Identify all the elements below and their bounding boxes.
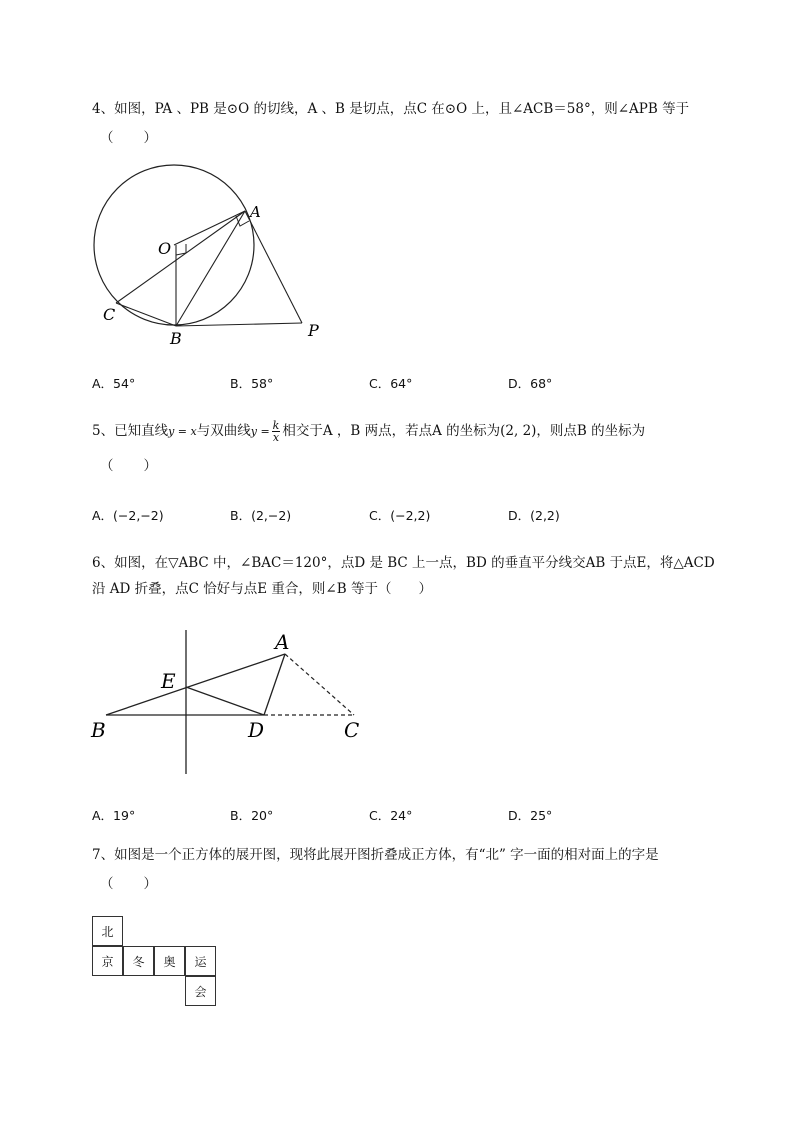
question-5-option-a[interactable]: A．(−2,−2) <box>92 508 164 523</box>
label-a: A <box>250 203 261 221</box>
question-6-figure <box>88 625 378 780</box>
cube-cell-top: 北 <box>92 916 123 946</box>
question-7-text: 7、如图是一个正方体的展开图，现将此展开图折叠成正方体，有“北” 字一面的相对面上的字是 <box>92 847 659 863</box>
question-5-option-c[interactable]: C．(−2,2) <box>369 508 431 523</box>
q5-text-b: 与双曲线 <box>196 423 251 439</box>
question-6-option-a[interactable]: A．19° <box>92 808 136 823</box>
q5-line-eq: y = x <box>168 425 197 438</box>
question-6-line-1: 6、如图，在▽ABC 中，∠BAC＝120°，点D 是 BC 上一点，BD 的垂直平分线交AB 于点E，将△ACD <box>92 555 715 571</box>
question-6-option-b[interactable]: B．20° <box>230 808 274 823</box>
line-ap <box>245 211 302 323</box>
line-bp <box>176 323 302 326</box>
question-4-figure <box>86 160 346 350</box>
line-ba <box>106 654 285 715</box>
question-4-option-b[interactable]: B．58° <box>230 376 274 391</box>
question-4-option-c[interactable]: C．64° <box>369 376 413 391</box>
line-ed <box>186 687 264 715</box>
right-angle-o <box>176 244 186 255</box>
line-ca <box>116 211 245 303</box>
label-o: O <box>158 239 172 258</box>
q5-hyper-y: y = <box>250 425 270 438</box>
label-c: C <box>103 305 116 324</box>
question-5-text <box>92 420 645 443</box>
line-ab <box>176 211 245 326</box>
question-5-option-b[interactable]: B．(2,−2) <box>230 508 292 523</box>
q5-fraction-den: x <box>272 431 280 444</box>
question-7-paren: （ ） <box>100 876 158 892</box>
question-4-paren: （ ） <box>100 130 158 146</box>
question-5-option-d[interactable]: D．(2,2) <box>508 508 560 523</box>
question-4-text: 4、如图，PA 、PB 是⊙O 的切线，A 、B 是切点，点C 在⊙O 上，且∠ACB＝58°，则∠APB 等于 <box>92 101 690 117</box>
label-p: P <box>308 321 319 340</box>
question-6-line-2: 沿 AD 折叠，点C 恰好与点E 重合，则∠B 等于（ ） <box>92 581 432 597</box>
q5-text-c: 相交于A ，B 两点，若点A 的坐标为(2, 2)，则点B 的坐标为 <box>282 423 646 439</box>
cube-net <box>92 916 218 1008</box>
right-angle-a <box>236 216 249 226</box>
cube-cell-4: 运 <box>185 946 216 976</box>
question-4-option-d[interactable]: D．68° <box>508 376 553 391</box>
cube-cell-1: 京 <box>92 946 123 976</box>
question-6-option-c[interactable]: C．24° <box>369 808 413 823</box>
label-a: A <box>275 630 290 654</box>
cube-cell-bottom: 会 <box>185 976 216 1006</box>
cube-cell-2: 冬 <box>123 946 154 976</box>
label-b: B <box>170 329 182 348</box>
label-c: C <box>344 718 360 742</box>
line-cb <box>116 303 176 326</box>
line-ac-dashed <box>285 654 354 715</box>
question-5-paren: （ ） <box>100 458 158 474</box>
label-d: D <box>248 718 265 742</box>
label-b: B <box>91 718 106 742</box>
q5-fraction-num: k <box>272 419 280 432</box>
question-6-option-d[interactable]: D．25° <box>508 808 553 823</box>
question-4-option-a[interactable]: A．54° <box>92 376 136 391</box>
cube-cell-3: 奥 <box>154 946 185 976</box>
q5-fraction <box>272 420 281 443</box>
label-e: E <box>161 669 176 693</box>
q5-text-a: 5、已知直线 <box>92 423 169 439</box>
line-ad <box>264 654 285 715</box>
